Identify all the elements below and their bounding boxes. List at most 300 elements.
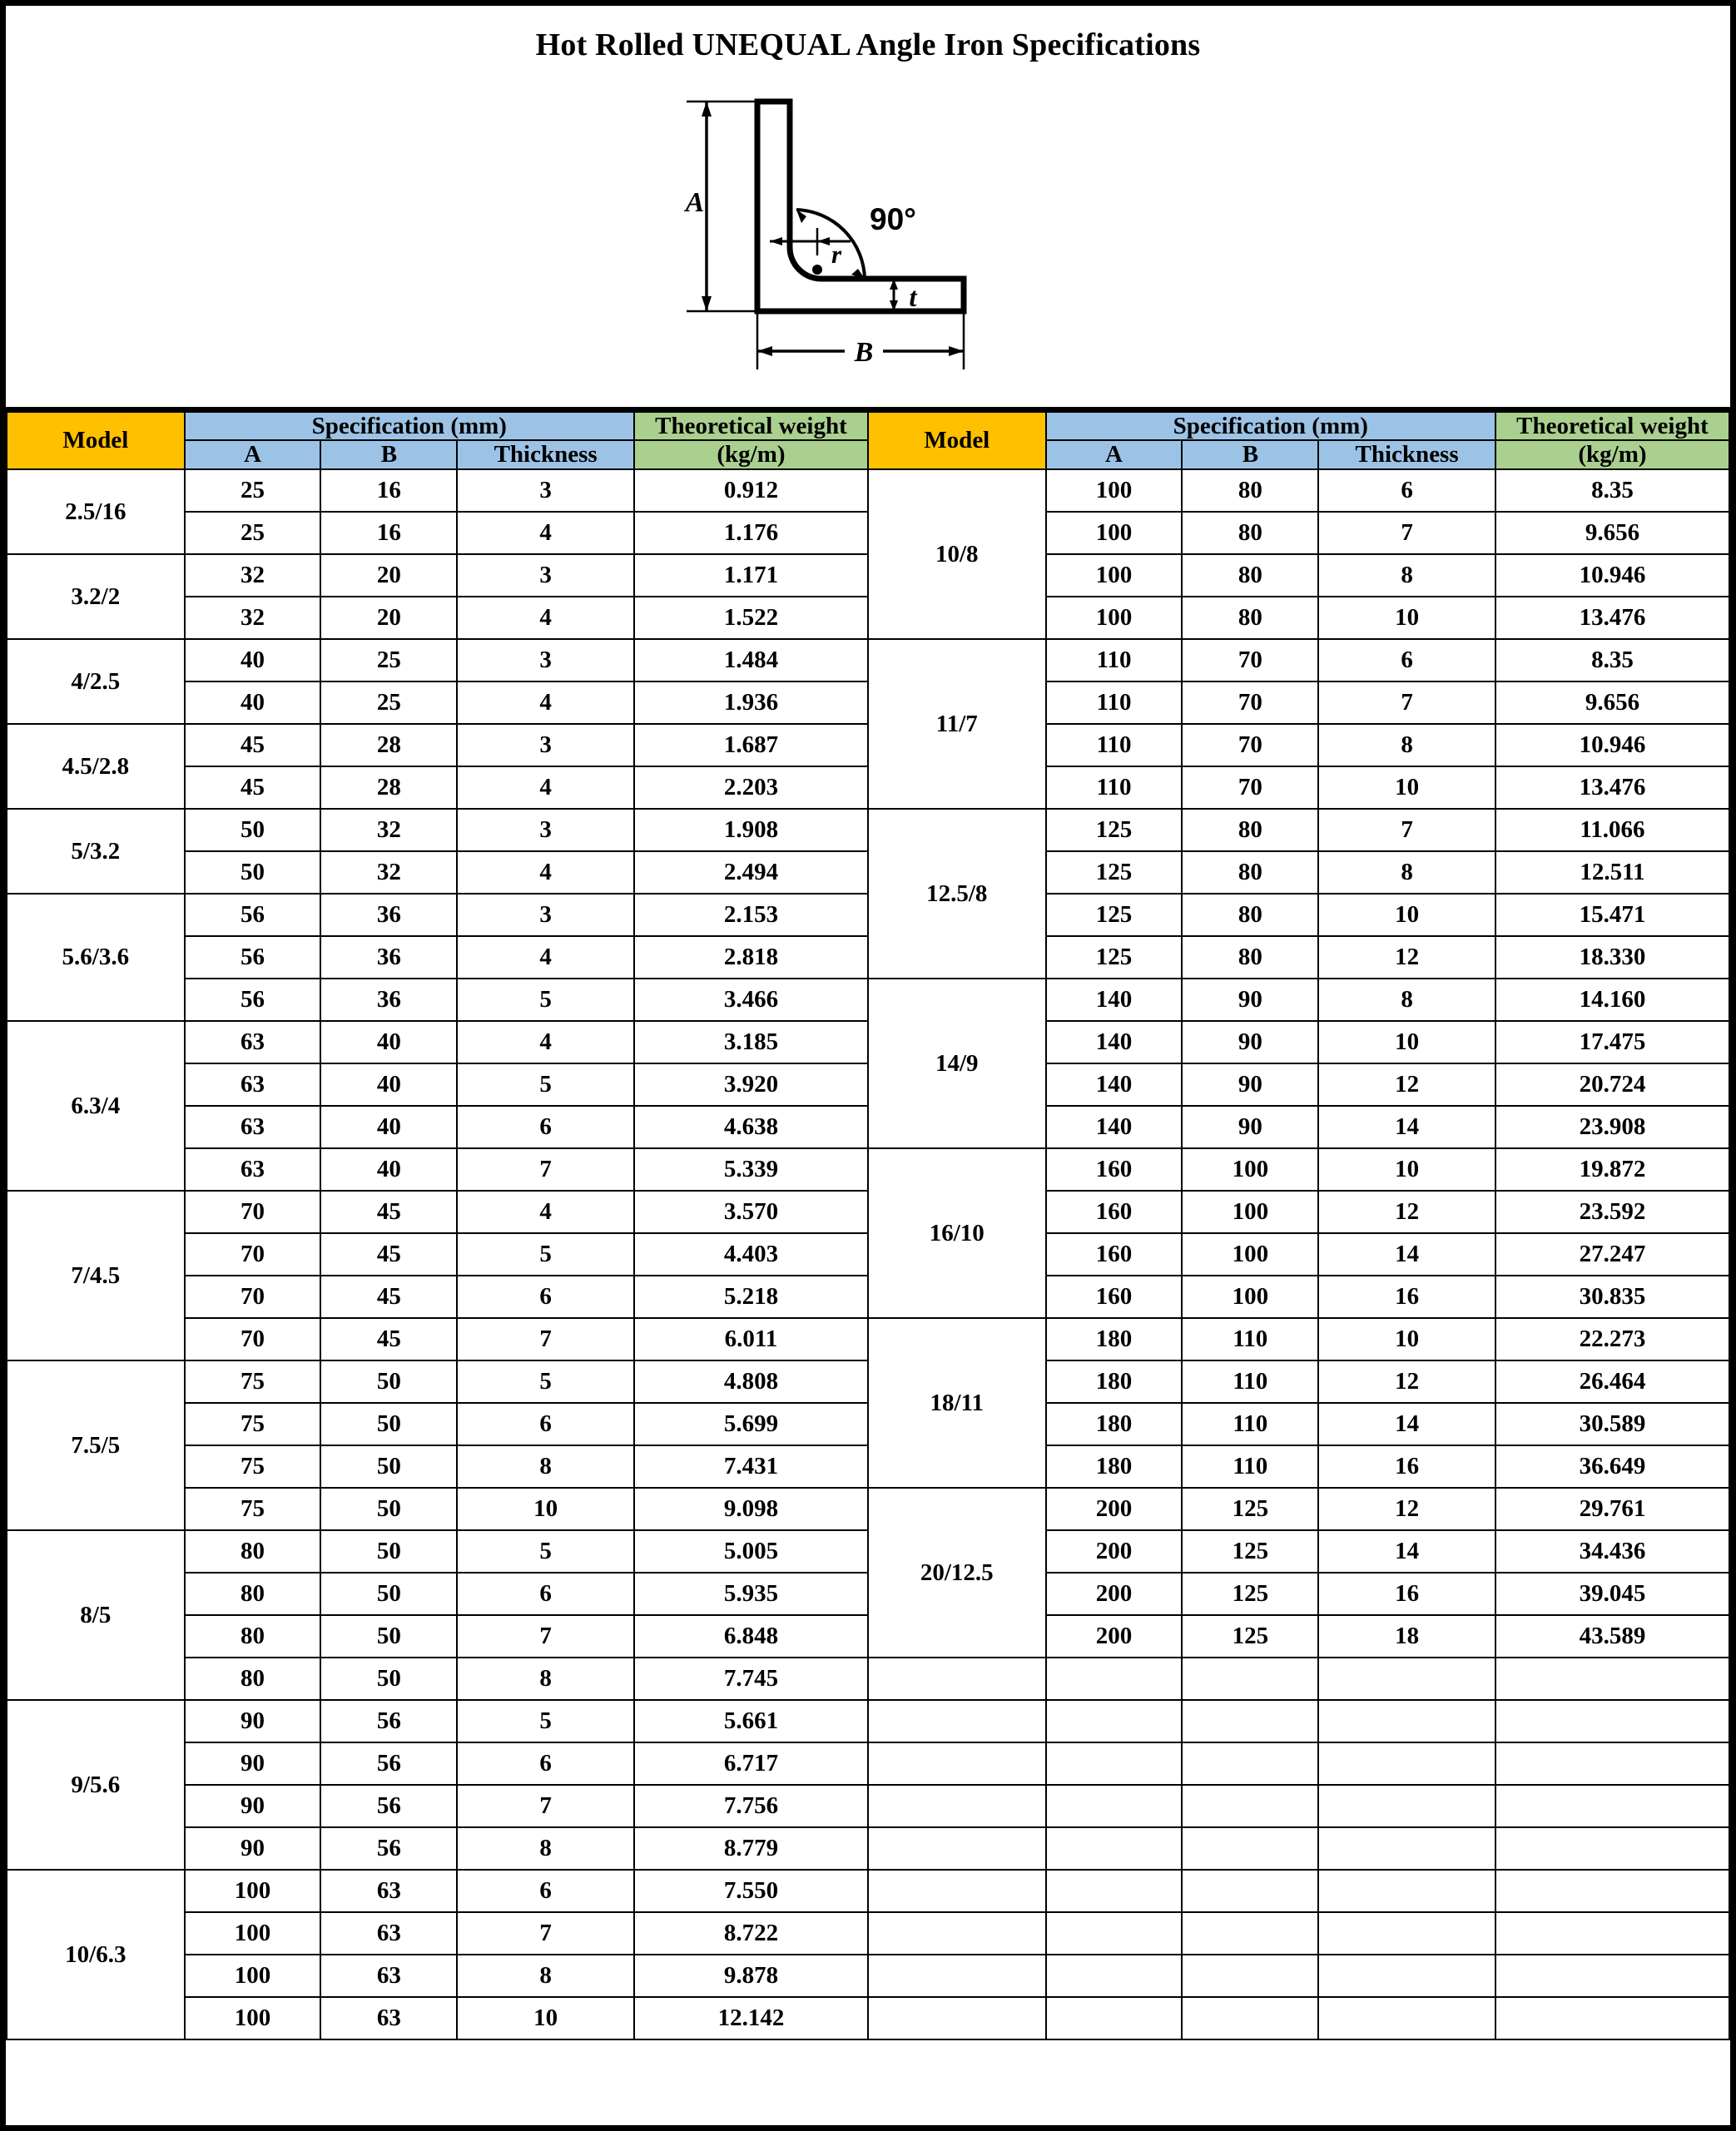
t-label: t [909,283,917,313]
empty-value-a-right [1046,1912,1183,1955]
empty-value-b-right [1182,1742,1318,1785]
table-row [7,469,1729,512]
value-thickness-left: 5 [457,1360,634,1403]
a-arrow-up [702,102,712,116]
value-weight-right: 27.247 [1495,1233,1729,1276]
value-weight-left: 1.522 [634,597,868,639]
value-weight-left: 5.339 [634,1148,868,1191]
value-weight-right: 13.476 [1495,597,1729,639]
empty-value-b-right [1182,1955,1318,1997]
value-weight-left: 1.908 [634,809,868,851]
value-b-left: 56 [320,1700,457,1742]
value-a-left: 80 [185,1530,321,1573]
value-a-left: 100 [185,1912,321,1955]
header-specification-left: Specification (mm) [185,412,634,440]
empty-value-b-right [1182,1997,1318,2039]
value-b-left: 28 [320,724,457,766]
value-a-left: 75 [185,1360,321,1403]
value-thickness-right: 14 [1318,1403,1495,1445]
value-a-left: 50 [185,851,321,894]
value-b-right: 110 [1182,1403,1318,1445]
value-b-left: 25 [320,681,457,724]
empty-model-cell-right [868,1870,1046,1912]
value-a-right: 180 [1046,1403,1183,1445]
value-weight-right: 23.592 [1495,1191,1729,1233]
value-weight-left: 6.011 [634,1318,868,1360]
value-a-left: 70 [185,1276,321,1318]
table-row [7,1870,1729,1912]
model-cell-right: 14/9 [868,979,1046,1148]
table-row [7,809,1729,851]
r-arrow-right [817,237,830,245]
page-title: Hot Rolled UNEQUAL Angle Iron Specifications [535,27,1201,62]
header-model-right: Model [868,412,1046,469]
value-b-left: 50 [320,1445,457,1488]
model-cell-left: 6.3/4 [7,1021,185,1191]
value-thickness-left: 5 [457,1063,634,1106]
angle-iron-diagram [647,77,1046,393]
value-thickness-right: 14 [1318,1530,1495,1573]
empty-value-weight-right [1495,1827,1729,1870]
r-arrow-left [770,237,782,245]
table-row [7,1785,1729,1827]
value-b-right: 90 [1182,1063,1318,1106]
value-thickness-right: 14 [1318,1106,1495,1148]
value-weight-left: 6.848 [634,1615,868,1658]
value-b-left: 50 [320,1615,457,1658]
value-thickness-left: 4 [457,936,634,979]
header-unit-right: (kg/m) [1495,440,1729,468]
value-thickness-right: 16 [1318,1276,1495,1318]
model-cell-right: 16/10 [868,1148,1046,1318]
value-weight-left: 2.494 [634,851,868,894]
value-a-right: 200 [1046,1488,1183,1530]
value-weight-left: 5.005 [634,1530,868,1573]
value-thickness-right: 8 [1318,724,1495,766]
value-weight-right: 14.160 [1495,979,1729,1021]
value-thickness-left: 4 [457,597,634,639]
value-b-left: 56 [320,1742,457,1785]
value-weight-right: 36.649 [1495,1445,1729,1488]
value-b-right: 125 [1182,1488,1318,1530]
value-a-left: 100 [185,1997,321,2039]
value-weight-left: 2.818 [634,936,868,979]
value-thickness-left: 3 [457,894,634,936]
model-cell-left: 2.5/16 [7,469,185,554]
value-thickness-left: 3 [457,724,634,766]
empty-value-thickness-right [1318,1870,1495,1912]
empty-value-weight-right [1495,1658,1729,1700]
table-row [7,1318,1729,1360]
value-b-left: 40 [320,1021,457,1063]
value-b-right: 110 [1182,1318,1318,1360]
empty-value-a-right [1046,1955,1183,1997]
specifications-table [6,411,1730,2040]
value-weight-left: 2.203 [634,766,868,809]
value-thickness-right: 10 [1318,1148,1495,1191]
value-b-left: 63 [320,1955,457,1997]
model-cell-left: 4.5/2.8 [7,724,185,809]
empty-value-weight-right [1495,1870,1729,1912]
value-a-left: 25 [185,469,321,512]
value-weight-right: 12.511 [1495,851,1729,894]
model-cell-left: 10/6.3 [7,1870,185,2039]
empty-value-b-right [1182,1658,1318,1700]
model-cell-right: 18/11 [868,1318,1046,1488]
value-thickness-left: 8 [457,1658,634,1700]
value-weight-right: 39.045 [1495,1573,1729,1615]
value-weight-right: 8.35 [1495,469,1729,512]
empty-value-a-right [1046,1742,1183,1785]
value-weight-left: 12.142 [634,1997,868,2039]
value-thickness-left: 5 [457,1700,634,1742]
value-b-right: 100 [1182,1276,1318,1318]
table-row [7,1488,1729,1530]
value-thickness-left: 3 [457,554,634,597]
header-row-primary [7,412,1729,440]
value-a-right: 125 [1046,894,1183,936]
value-a-left: 100 [185,1870,321,1912]
value-weight-left: 4.403 [634,1233,868,1276]
value-b-left: 45 [320,1233,457,1276]
value-a-right: 100 [1046,554,1183,597]
value-a-right: 160 [1046,1148,1183,1191]
value-a-left: 63 [185,1148,321,1191]
value-a-left: 63 [185,1106,321,1148]
model-cell-right: 12.5/8 [868,809,1046,979]
value-weight-left: 3.920 [634,1063,868,1106]
value-a-left: 40 [185,681,321,724]
value-a-right: 100 [1046,469,1183,512]
table-row [7,979,1729,1021]
value-b-right: 80 [1182,851,1318,894]
header-unit-left: (kg/m) [634,440,868,468]
empty-value-thickness-right [1318,1827,1495,1870]
value-a-left: 75 [185,1445,321,1488]
value-b-left: 40 [320,1148,457,1191]
value-thickness-left: 6 [457,1276,634,1318]
value-a-right: 140 [1046,1063,1183,1106]
value-thickness-left: 6 [457,1573,634,1615]
table-row [7,1997,1729,2039]
value-b-left: 50 [320,1488,457,1530]
value-b-right: 80 [1182,512,1318,554]
value-weight-left: 7.745 [634,1658,868,1700]
value-b-left: 36 [320,979,457,1021]
value-b-left: 50 [320,1403,457,1445]
model-cell-left: 5.6/3.6 [7,894,185,1021]
header-theoretical-weight-right: Theoretical weight [1495,412,1729,440]
value-thickness-left: 8 [457,1445,634,1488]
value-weight-left: 3.466 [634,979,868,1021]
value-b-left: 45 [320,1191,457,1233]
value-b-right: 70 [1182,724,1318,766]
value-weight-right: 34.436 [1495,1530,1729,1573]
model-cell-left: 4/2.5 [7,639,185,724]
value-thickness-left: 4 [457,512,634,554]
empty-value-thickness-right [1318,1997,1495,2039]
value-thickness-left: 7 [457,1785,634,1827]
value-thickness-left: 8 [457,1955,634,1997]
empty-value-b-right [1182,1870,1318,1912]
empty-value-thickness-right [1318,1912,1495,1955]
model-cell-left: 9/5.6 [7,1700,185,1870]
value-a-left: 63 [185,1063,321,1106]
table-row [7,1700,1729,1742]
value-a-right: 200 [1046,1573,1183,1615]
value-thickness-right: 7 [1318,809,1495,851]
empty-value-b-right [1182,1827,1318,1870]
table-row [7,1148,1729,1191]
value-b-left: 16 [320,512,457,554]
table-row [7,1955,1729,1997]
empty-value-a-right [1046,1870,1183,1912]
empty-model-cell-right [868,1997,1046,2039]
header-b-left: B [320,440,457,468]
value-b-right: 100 [1182,1148,1318,1191]
header-a-left: A [185,440,321,468]
value-a-right: 160 [1046,1276,1183,1318]
value-a-left: 80 [185,1658,321,1700]
value-b-right: 80 [1182,894,1318,936]
table-row [7,1658,1729,1700]
value-a-left: 75 [185,1488,321,1530]
value-b-left: 50 [320,1360,457,1403]
value-a-right: 160 [1046,1191,1183,1233]
value-a-right: 140 [1046,979,1183,1021]
value-thickness-left: 4 [457,1021,634,1063]
value-thickness-left: 6 [457,1106,634,1148]
value-a-right: 180 [1046,1445,1183,1488]
empty-value-a-right [1046,1700,1183,1742]
value-a-right: 125 [1046,809,1183,851]
value-b-left: 40 [320,1063,457,1106]
radius-center-dot [812,265,822,275]
value-b-right: 80 [1182,554,1318,597]
header-b-right: B [1182,440,1318,468]
value-a-right: 140 [1046,1021,1183,1063]
value-a-left: 90 [185,1700,321,1742]
header-band [6,6,1730,411]
value-b-right: 125 [1182,1573,1318,1615]
empty-model-cell-right [868,1742,1046,1785]
value-b-left: 56 [320,1785,457,1827]
header-thickness-right: Thickness [1318,440,1495,468]
value-a-left: 75 [185,1403,321,1445]
value-thickness-left: 4 [457,681,634,724]
b-arrow-right [949,346,964,356]
value-weight-right: 10.946 [1495,724,1729,766]
value-b-right: 100 [1182,1191,1318,1233]
model-cell-left: 7/4.5 [7,1191,185,1360]
value-weight-right: 13.476 [1495,766,1729,809]
value-thickness-right: 18 [1318,1615,1495,1658]
value-thickness-left: 5 [457,979,634,1021]
value-weight-left: 5.935 [634,1573,868,1615]
value-weight-right: 8.35 [1495,639,1729,681]
value-weight-left: 9.098 [634,1488,868,1530]
empty-value-weight-right [1495,1997,1729,2039]
value-b-right: 90 [1182,979,1318,1021]
value-a-right: 180 [1046,1360,1183,1403]
value-thickness-left: 4 [457,766,634,809]
model-cell-left: 7.5/5 [7,1360,185,1530]
header-thickness-left: Thickness [457,440,634,468]
value-thickness-right: 16 [1318,1445,1495,1488]
value-b-left: 36 [320,936,457,979]
value-b-left: 63 [320,1997,457,2039]
value-thickness-left: 4 [457,851,634,894]
value-b-right: 125 [1182,1615,1318,1658]
value-a-left: 32 [185,597,321,639]
value-a-left: 45 [185,766,321,809]
empty-value-weight-right [1495,1700,1729,1742]
value-b-left: 32 [320,851,457,894]
value-a-left: 70 [185,1191,321,1233]
value-b-right: 80 [1182,809,1318,851]
value-b-left: 32 [320,809,457,851]
value-b-right: 70 [1182,639,1318,681]
value-a-left: 70 [185,1318,321,1360]
empty-model-cell-right [868,1827,1046,1870]
table-body [7,469,1729,2039]
value-weight-left: 8.779 [634,1827,868,1870]
empty-value-a-right [1046,1997,1183,2039]
value-b-left: 50 [320,1573,457,1615]
value-a-left: 56 [185,936,321,979]
value-weight-left: 8.722 [634,1912,868,1955]
table-row [7,1912,1729,1955]
value-weight-left: 1.176 [634,512,868,554]
model-cell-left: 5/3.2 [7,809,185,894]
value-thickness-left: 7 [457,1148,634,1191]
empty-model-cell-right [868,1912,1046,1955]
value-thickness-right: 10 [1318,894,1495,936]
value-thickness-left: 6 [457,1870,634,1912]
value-weight-left: 6.717 [634,1742,868,1785]
value-weight-right: 29.761 [1495,1488,1729,1530]
value-b-right: 110 [1182,1445,1318,1488]
empty-value-a-right [1046,1658,1183,1700]
value-thickness-right: 6 [1318,469,1495,512]
empty-model-cell-right [868,1785,1046,1827]
value-b-left: 25 [320,639,457,681]
value-weight-left: 5.661 [634,1700,868,1742]
value-a-left: 45 [185,724,321,766]
value-b-left: 50 [320,1530,457,1573]
value-b-left: 36 [320,894,457,936]
value-b-left: 45 [320,1318,457,1360]
table-header [7,412,1729,469]
value-b-left: 40 [320,1106,457,1148]
empty-value-weight-right [1495,1912,1729,1955]
value-a-left: 56 [185,894,321,936]
value-b-right: 90 [1182,1106,1318,1148]
empty-value-thickness-right [1318,1658,1495,1700]
value-a-left: 63 [185,1021,321,1063]
value-b-right: 80 [1182,469,1318,512]
value-a-left: 50 [185,809,321,851]
value-a-left: 40 [185,639,321,681]
value-weight-left: 7.756 [634,1785,868,1827]
empty-model-cell-right [868,1700,1046,1742]
value-weight-left: 3.185 [634,1021,868,1063]
empty-value-thickness-right [1318,1742,1495,1785]
value-b-left: 16 [320,469,457,512]
value-weight-left: 3.570 [634,1191,868,1233]
value-thickness-left: 6 [457,1742,634,1785]
value-a-right: 110 [1046,639,1183,681]
empty-model-cell-right [868,1658,1046,1700]
value-b-left: 50 [320,1658,457,1700]
value-a-right: 100 [1046,597,1183,639]
table-row [7,1827,1729,1870]
table-row [7,639,1729,681]
value-thickness-left: 8 [457,1827,634,1870]
value-thickness-right: 8 [1318,979,1495,1021]
value-thickness-left: 3 [457,639,634,681]
empty-value-a-right [1046,1827,1183,1870]
value-weight-left: 4.638 [634,1106,868,1148]
value-b-left: 63 [320,1870,457,1912]
value-a-left: 70 [185,1233,321,1276]
value-b-left: 20 [320,554,457,597]
value-a-right: 200 [1046,1530,1183,1573]
value-thickness-left: 7 [457,1912,634,1955]
table-row [7,1742,1729,1785]
value-a-left: 80 [185,1573,321,1615]
value-weight-right: 26.464 [1495,1360,1729,1403]
model-cell-left: 3.2/2 [7,554,185,639]
value-b-left: 56 [320,1827,457,1870]
a-label: A [685,187,705,218]
value-thickness-right: 10 [1318,1318,1495,1360]
header-model-left: Model [7,412,185,469]
value-b-right: 125 [1182,1530,1318,1573]
value-a-left: 25 [185,512,321,554]
empty-model-cell-right [868,1955,1046,1997]
value-thickness-right: 14 [1318,1233,1495,1276]
value-weight-left: 9.878 [634,1955,868,1997]
empty-value-b-right [1182,1912,1318,1955]
value-thickness-right: 8 [1318,554,1495,597]
value-thickness-left: 10 [457,1997,634,2039]
model-cell-right: 11/7 [868,639,1046,809]
value-thickness-right: 7 [1318,681,1495,724]
model-cell-right: 20/12.5 [868,1488,1046,1658]
value-thickness-right: 6 [1318,639,1495,681]
value-b-right: 70 [1182,681,1318,724]
value-thickness-left: 6 [457,1403,634,1445]
value-thickness-right: 12 [1318,1191,1495,1233]
value-thickness-right: 12 [1318,1488,1495,1530]
value-weight-right: 30.589 [1495,1403,1729,1445]
value-weight-right: 20.724 [1495,1063,1729,1106]
value-thickness-left: 7 [457,1318,634,1360]
value-a-left: 90 [185,1827,321,1870]
value-weight-right: 43.589 [1495,1615,1729,1658]
empty-value-b-right [1182,1785,1318,1827]
value-b-left: 20 [320,597,457,639]
value-weight-right: 15.471 [1495,894,1729,936]
header-a-right: A [1046,440,1183,468]
empty-value-a-right [1046,1785,1183,1827]
value-thickness-left: 3 [457,809,634,851]
empty-value-weight-right [1495,1742,1729,1785]
value-weight-left: 1.484 [634,639,868,681]
b-label: B [854,337,874,368]
value-thickness-right: 12 [1318,936,1495,979]
